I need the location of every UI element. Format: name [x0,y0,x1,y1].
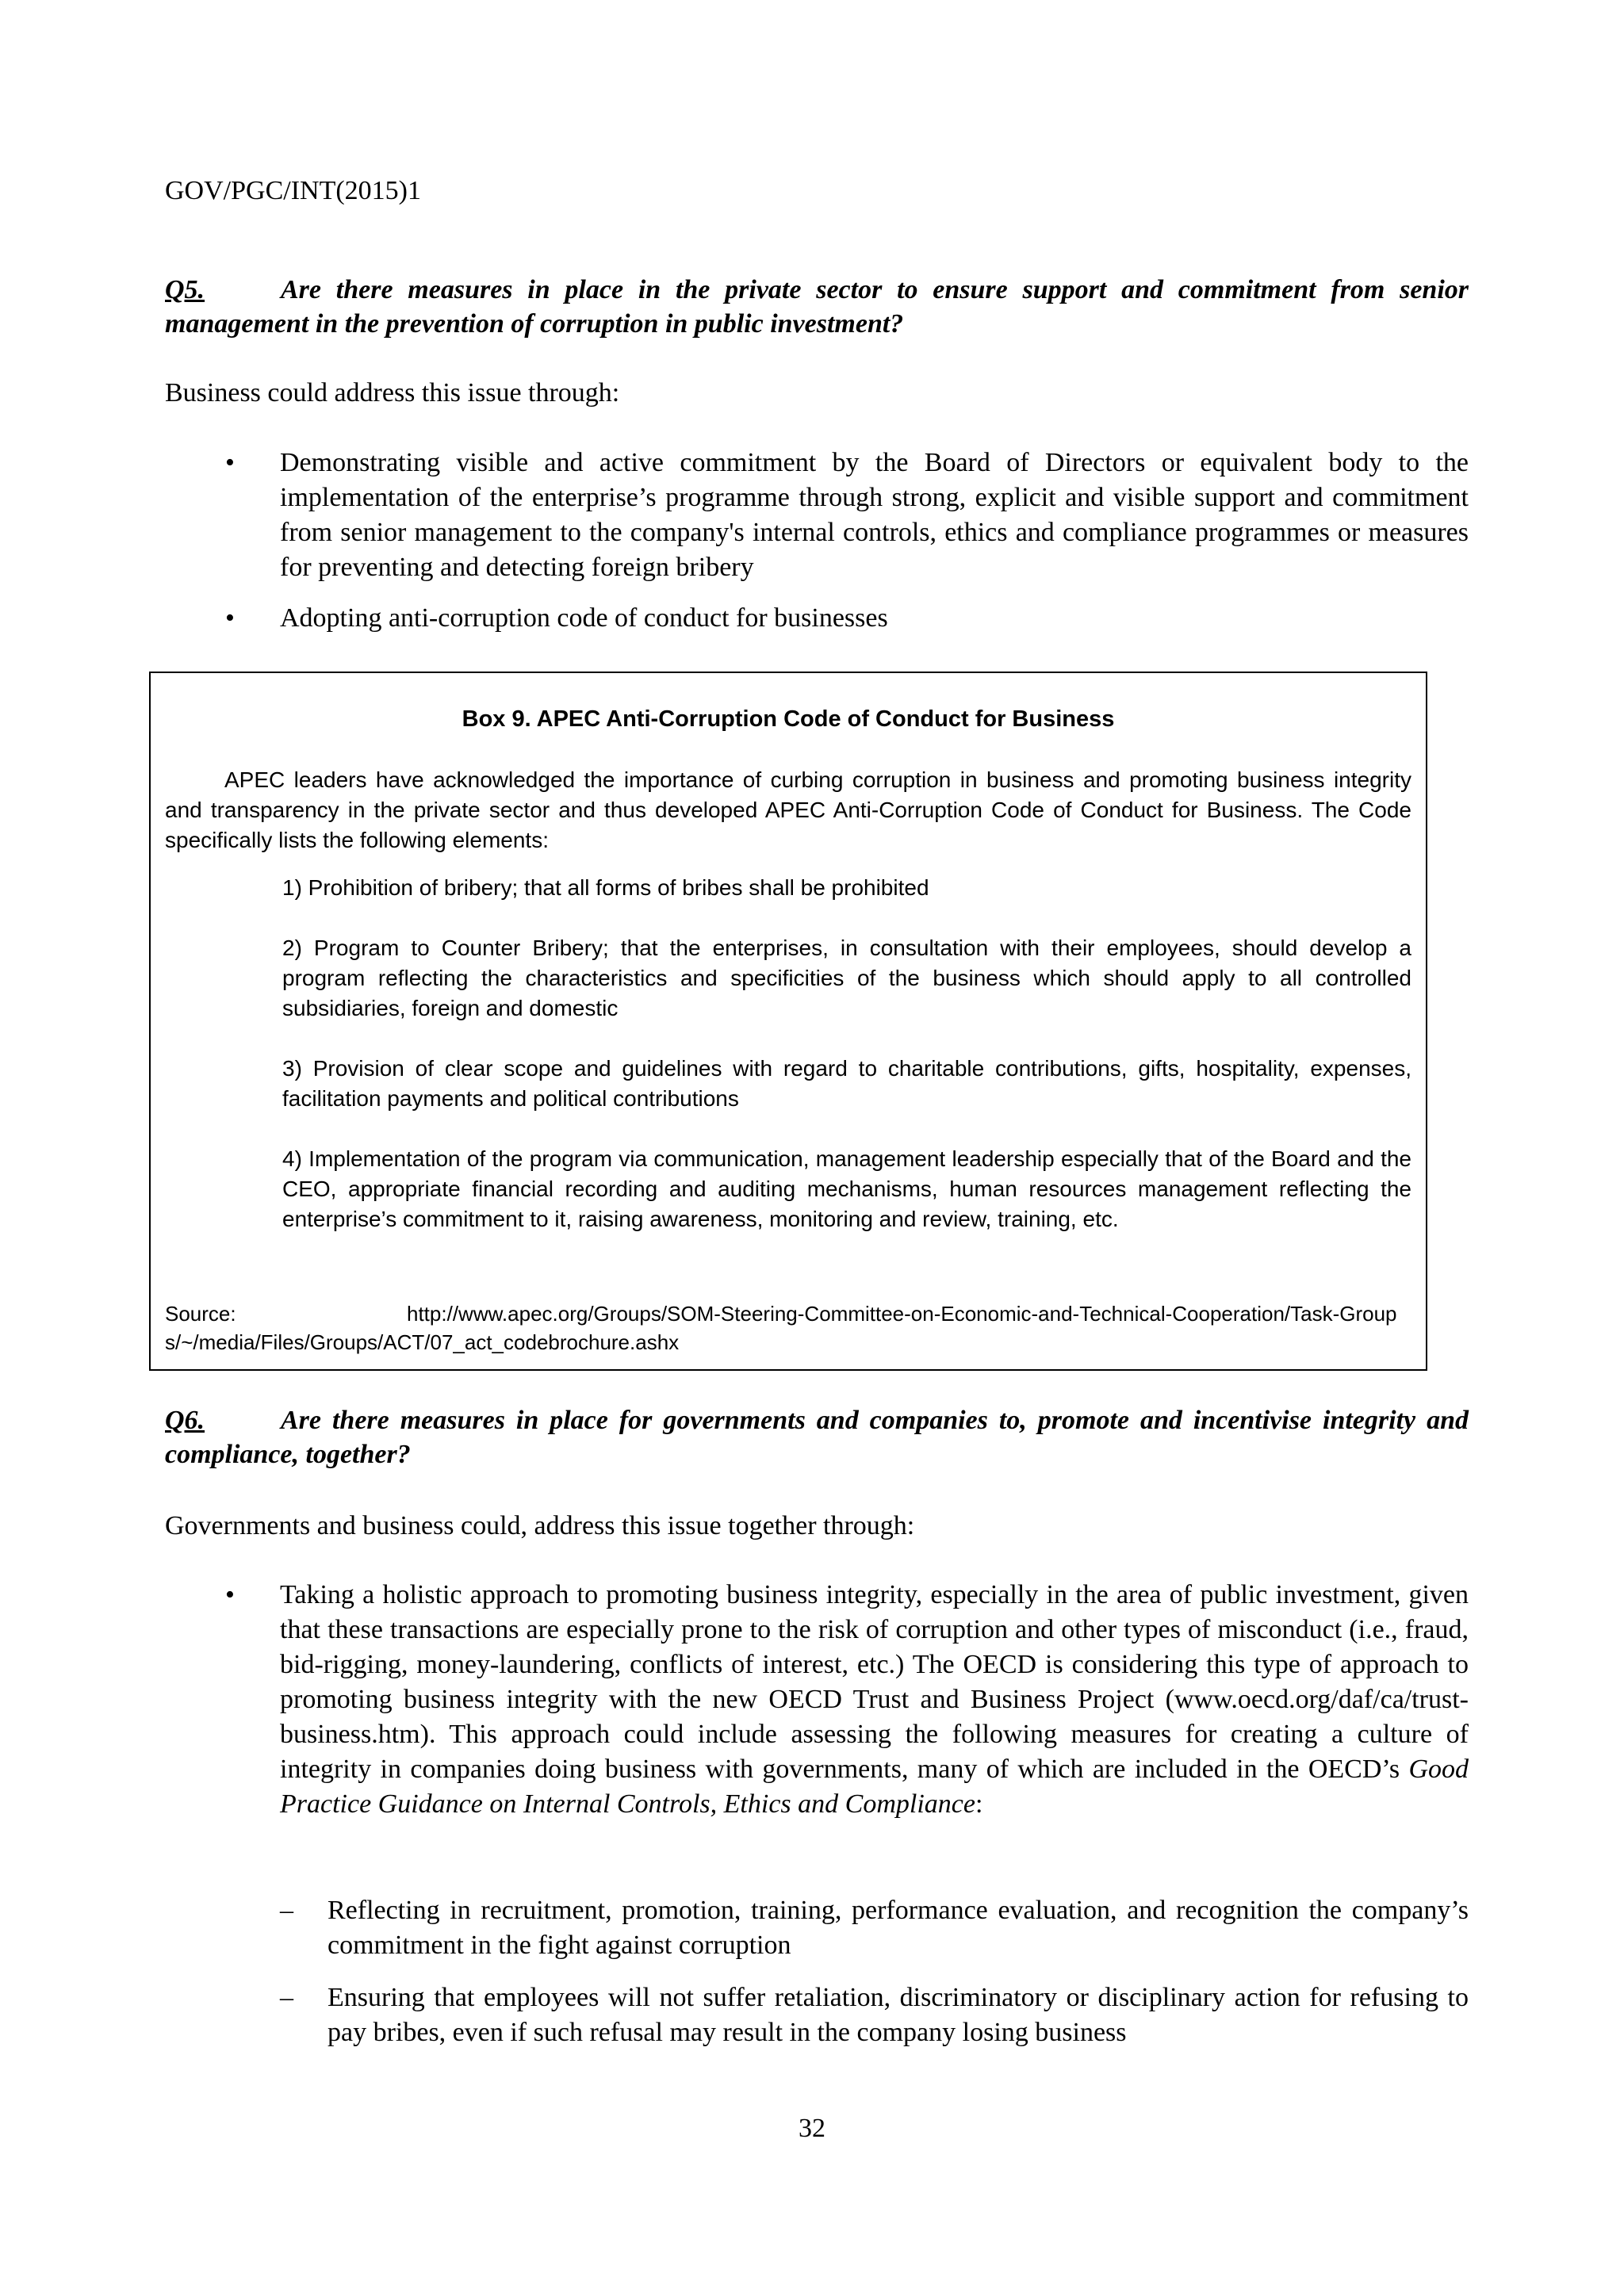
list-item [165,601,1469,636]
bullet-icon: • [225,603,235,633]
list-item-text: Adopting anti-corruption code of conduct for businesses [280,603,888,633]
list-item-text: Taking a holistic approach to promoting business integrity, especially in the area of public investment, given that these transactions are especially prone to the risk of corruption and other types of misconduct (i.e., fraud, bid-rigging, money-laundering, conflicts of interest, etc.) The OECD is considering this type of approach to promoting business integrity with the new OECD Trust and Business Project (www.oecd.org/daf/ca/trust-business.htm). This approach could include assessing the following measures for creating a culture of integrity in companies doing business with governments, many of which are included in the OECD’s [280,1580,1469,1784]
source-label: Source: [165,1302,236,1326]
box-body: APEC leaders have acknowledged the importance of curbing corruption in business and promoting business integrity and transparency in the private sector and thus developed APEC Anti-Corruption Code of Conduct for Business. The Code specifically lists the following elements: [165,767,1411,852]
box-apec-code [149,672,1427,1371]
list-item [165,446,1469,585]
q5-bullet-list [165,446,1469,636]
q6-intro: Governments and business could, address this issue together through: [165,1511,915,1540]
box-item: 3) Provision of clear scope and guidelines with regard to charitable contributions, gifts, hospitality, expenses, facilitation payments and political contributions [282,1056,1411,1111]
box-item: 2) Program to Counter Bribery; that the enterprises, in consultation with their employees, should develop a program reflecting the characteristics and specificities of the business which should apply to all controlled subsidiaries, foreign and domestic [282,936,1411,1020]
list-item [165,1893,1469,1963]
q6-dash-list [165,1893,1469,2050]
list-item-text: Ensuring that employees will not suffer retaliation, discriminatory or disciplinary action for refusing to pay bribes, even if such refusal may result in the company losing business [327,1983,1469,2047]
question-q5 [165,273,1469,341]
box-source [165,1299,1411,1357]
list-item [165,1578,1469,1822]
question-number: Q6. [165,1406,205,1435]
dash-icon: – [280,1983,293,2012]
question-q6 [165,1403,1469,1471]
source-url: http://www.apec.org/Groups/SOM-Steering-Committee-on-Economic-and-Technical-Cooperation/Task-Groups/~/media/Files/Groups/ACT/07_act_codebrochure.ashx [165,1302,1397,1354]
page-number: 32 [799,2114,825,2143]
question-text: Are there measures in place for governments and companies to, promote and incentivise integrity and compliance, together? [165,1406,1469,1469]
q6-bullet-list [165,1578,1469,1822]
q5-intro: Business could address this issue through: [165,378,620,408]
box-item: 4) Implementation of the program via communication, management leadership especially that of the Board and the CEO, appropriate financial recording and auditing mechanisms, human resources management reflecting the enterprise’s commitment to it, raising awareness, monitoring and review, training, etc. [282,1146,1411,1231]
list-item-end: : [975,1789,983,1819]
list-item-text: Demonstrating visible and active commitment by the Board of Directors or equivalent body to the implementation of the enterprise’s programme through strong, explicit and visible support and commitment from senior management to the company's internal controls, ethics and compliance programmes or measures for preventing and detecting foreign bribery [280,448,1469,582]
question-text: Are there measures in place in the private sector to ensure support and commitment from senior management in the prevention of corruption in public investment? [165,275,1469,339]
document-reference: GOV/PGC/INT(2015)1 [165,176,421,205]
question-number: Q5. [165,275,205,304]
bullet-icon: • [225,1580,235,1609]
box-title: Box 9. APEC Anti-Corruption Code of Conduct for Business [462,706,1115,732]
list-item-text: Reflecting in recruitment, promotion, training, performance evaluation, and recognition the company’s commitment in the fight against corruption [327,1896,1469,1960]
list-item [165,1980,1469,2050]
box-item: 1) Prohibition of bribery; that all forms of bribes shall be prohibited [282,875,929,900]
bullet-icon: • [225,448,235,477]
dash-icon: – [280,1896,293,1925]
list-item-italic: Good Practice Guidance on Internal Controls, Ethics and Compliance [280,1755,1469,1819]
